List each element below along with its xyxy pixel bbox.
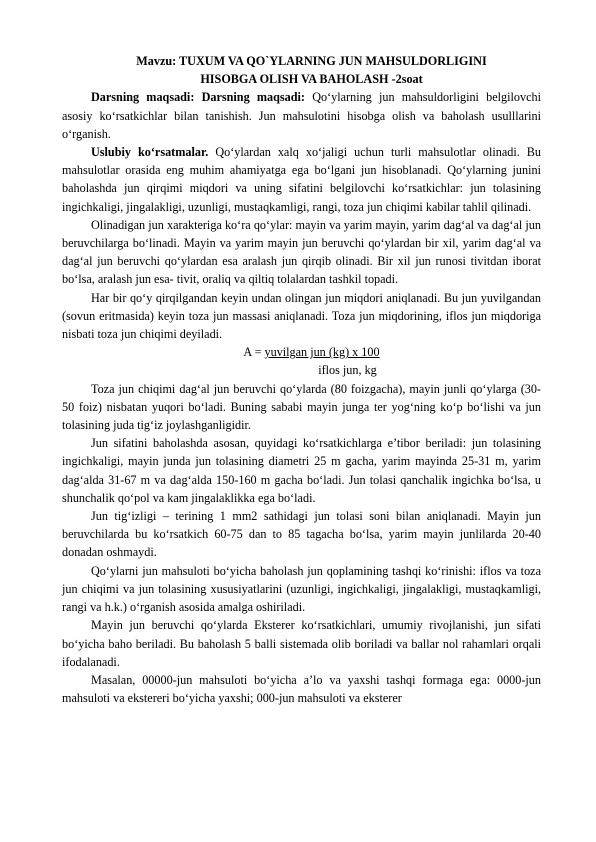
paragraph-scoring: Mayin jun beruvchi qo‘ylarda Eksterer ko‘rsatkichlari, umumiy rivojlanishi, jun sifati bo‘yicha baho beriladi. Bu baholash 5 balli sistemada olib boriladi va ballar nol rahamlari orqali ifodalanadi. <box>62 618 541 669</box>
document-page <box>62 52 541 707</box>
paragraph-wool-types: Olinadigan jun xarakteriga ko‘ra qo‘ylar: mayin va yarim mayin, yarim dag‘al va dag‘al jun beruvchilarga bo‘linadi. Mayin va yarim mayin jun beruvchi qo‘ylardan bir xil, yarim dag‘al va dag‘al jun beruvchi qo‘ylardan esa aralash jun qirqib olinadi. Bir xil jun runosi tivitdan iborat bo‘lsa, aralash jun esa- tivit, oraliq va qiltiq tolalardan tashkil topadi. <box>62 217 541 287</box>
objective-lead: Darsning maqsadi: Darsning maqsadi: <box>91 90 305 105</box>
guidelines-lead: Uslubiy ko‘rsatmalar. <box>91 145 209 160</box>
page-title <box>62 52 541 88</box>
title-line-2: HISOBGA OLISH VA BAHOLASH -2soat <box>200 72 423 87</box>
paragraph-clean-wool: Har bir qo‘y qirqilgandan keyin undan olingan jun miqdori aniqlanadi. Bu jun yuvilgandan (sovun eritmasida) keyin toza jun massasi aniqlanadi. Toza jun miqdorining, iflos jun miqdoriga nisbati toza jun chiqimi deyiladi. <box>62 290 541 342</box>
formula-numerator-line <box>62 343 541 361</box>
paragraph-example: Masalan, 00000-jun mahsuloti bo‘yicha a’lo va yaxshi tashqi formaga ega: 0000-jun mahsuloti va ekstereri bo‘yicha yaxshi; 000-jun mahsuloti va eksterer <box>62 672 541 706</box>
objective-text: Qo‘ylarning jun mahsuldorligini belgilovchi asosiy ko‘rsatkichlar bilan tanishish. Jun mahsulotini hisobga olish va baholash usulllarini o‘rganish. <box>62 90 541 141</box>
paragraph-objective <box>62 88 541 143</box>
formula-lhs: A = <box>243 345 265 360</box>
paragraph-yield: Toza jun chiqimi dag‘al jun beruvchi qo‘ylarda (80 foizgacha), mayin junli qo‘ylarga (30-50 foiz) nisbatan yuqori bo‘ladi. Buning sababi mayin junga ter yog‘ning ko‘p bo‘lishi va jun tolasining juda tig‘iz joylashganligidir. <box>62 381 541 433</box>
paragraph-assessment: Qo‘ylarni jun mahsuloti bo‘yicha baholash jun qoplamining tashqi ko‘rinishi: iflos va toza jun chiqimi va jun tolasining xususiyatlarini (uzunligi, ingichkaligi, jingalakligi, mustaqkamligi, rangi va h.k.) o‘rganish asosida amalga oshiriladi. <box>62 563 541 615</box>
guidelines-text: Qo‘ylardan xalq xo‘jaligi uchun turli mahsulotlar olinadi. Bu mahsulotlar orasida eng muhim ahamiyatga ega bo‘lgani jun hisoblanadi. Qo‘ylarning junini baholashda jun qirqimi miqdori va uning sifatini belgilovchi ko‘rsatkichlar: jun tolasining ingichkaligi, jingalakligi, uzunligi, mustaqkamligi, rangi, toza jun chiqimi kabilar tahlil qilinadi. <box>62 145 542 214</box>
title-line-1: Mavzu: TUXUM VA QO`YLARNING JUN MAHSULDORLIGINI <box>136 54 487 68</box>
paragraph-guidelines <box>62 143 541 216</box>
formula-denominator: iflos jun, kg <box>318 363 377 378</box>
paragraph-density: Jun tig‘izligi – terining 1 mm2 sathidagi jun tolasi soni bilan aniqlanadi. Mayin jun beruvchilarda bu ko‘rsatkich 60-75 dan to 85 tagacha bo‘lsa, yarim mayin junlilarda 20-40 donadan oshmaydi. <box>62 509 541 560</box>
paragraph-quality: Jun sifatini baholashda asosan, quyidagi ko‘rsatkichlarga e’tibor beriladi: jun tolasining ingichkaligi, mayin junda jun tolasining diametri 25 m gacha, yarim mayinda 25-31 m, yarim dag‘alda 31-67 m va dag‘alda 150-160 m gacha bo‘ladi. Jun tolasi qanchalik ingichka bo‘lsa, u shunchalik qo‘pol va kam jingalaklikka ega bo‘ladi. <box>62 436 541 505</box>
formula-numerator: yuvilgan jun (kg) x 100 <box>264 345 380 360</box>
